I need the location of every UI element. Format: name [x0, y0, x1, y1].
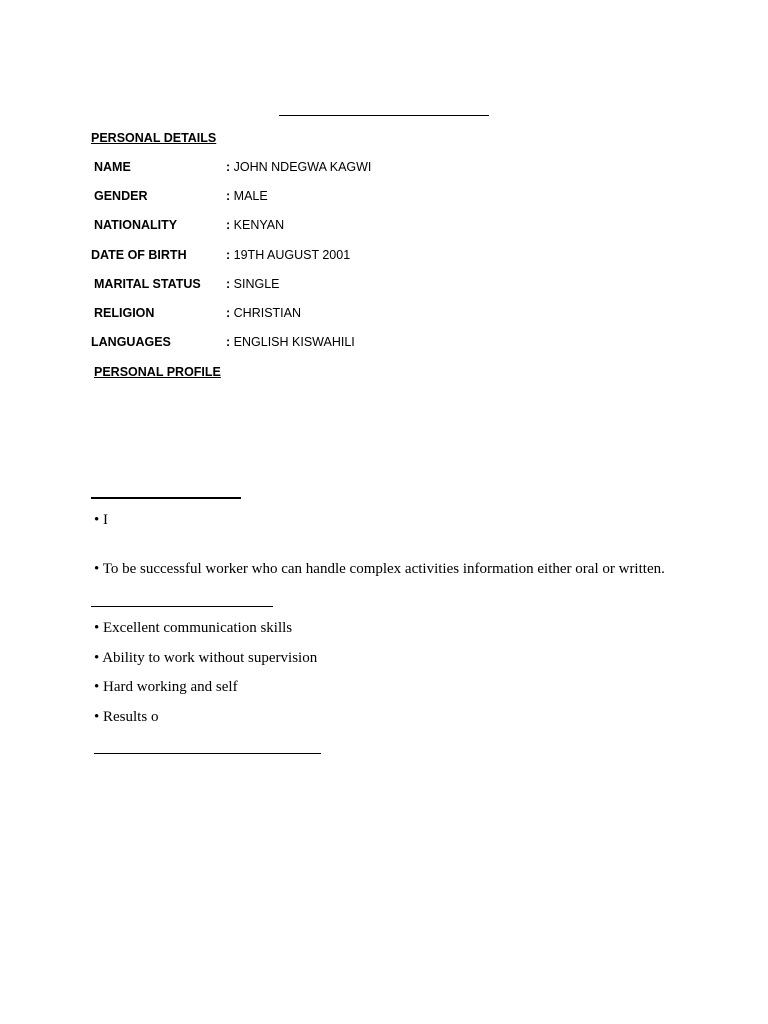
strength-item — [94, 679, 238, 696]
objective-text: I — [103, 512, 109, 528]
strength-text: Hard working and self — [103, 679, 238, 695]
value-marital-status — [226, 277, 280, 291]
marital-status-value: SINGLE — [233, 277, 280, 291]
section-rule — [94, 753, 321, 754]
colon: : — [226, 189, 231, 203]
gender-value: MALE — [233, 189, 268, 203]
title-underline — [279, 115, 489, 116]
nationality-value: KENYAN — [233, 218, 285, 232]
value-languages — [226, 335, 355, 349]
value-name — [226, 160, 371, 174]
section-rule — [91, 606, 273, 607]
strength-text: Results o — [103, 709, 159, 725]
label-marital-status: MARITAL STATUS — [94, 277, 201, 291]
languages-value: ENGLISH KISWAHILI — [233, 335, 355, 349]
name-value: JOHN NDEGWA KAGWI — [233, 160, 372, 174]
label-languages: LANGUAGES — [91, 335, 171, 349]
strength-item — [94, 620, 292, 637]
date-of-birth-value: 19TH AUGUST 2001 — [233, 248, 351, 262]
colon: : — [226, 335, 231, 349]
label-nationality: NATIONALITY — [94, 218, 178, 232]
colon: : — [226, 248, 231, 262]
label-name: NAME — [94, 160, 131, 174]
objective-text: To be successful worker who can handle complex activities information either oral or written. — [102, 561, 665, 577]
colon: : — [226, 218, 231, 232]
label-date-of-birth: DATE OF BIRTH — [91, 248, 187, 262]
label-religion: RELIGION — [94, 306, 155, 320]
strength-text: Excellent communication skills — [103, 620, 293, 636]
strength-text: Ability to work without supervision — [102, 650, 318, 666]
personal-details-heading: PERSONAL DETAILS — [91, 131, 217, 145]
bullet: • — [94, 620, 100, 636]
colon: : — [226, 160, 231, 174]
label-gender: GENDER — [94, 189, 148, 203]
bullet: • — [94, 650, 100, 666]
personal-profile-heading: PERSONAL PROFILE — [94, 365, 221, 379]
bullet: • — [94, 679, 100, 695]
strength-item — [94, 709, 158, 726]
section-rule — [91, 497, 241, 499]
value-date-of-birth — [226, 248, 350, 262]
value-nationality — [226, 218, 284, 232]
objective-item — [94, 561, 665, 578]
value-gender — [226, 189, 268, 203]
colon: : — [226, 306, 231, 320]
religion-value: CHRISTIAN — [233, 306, 302, 320]
bullet: • — [94, 512, 100, 528]
objective-item — [94, 512, 108, 529]
value-religion — [226, 306, 301, 320]
bullet: • — [94, 709, 100, 725]
bullet: • — [94, 561, 100, 577]
colon: : — [226, 277, 231, 291]
strength-item — [94, 650, 317, 667]
